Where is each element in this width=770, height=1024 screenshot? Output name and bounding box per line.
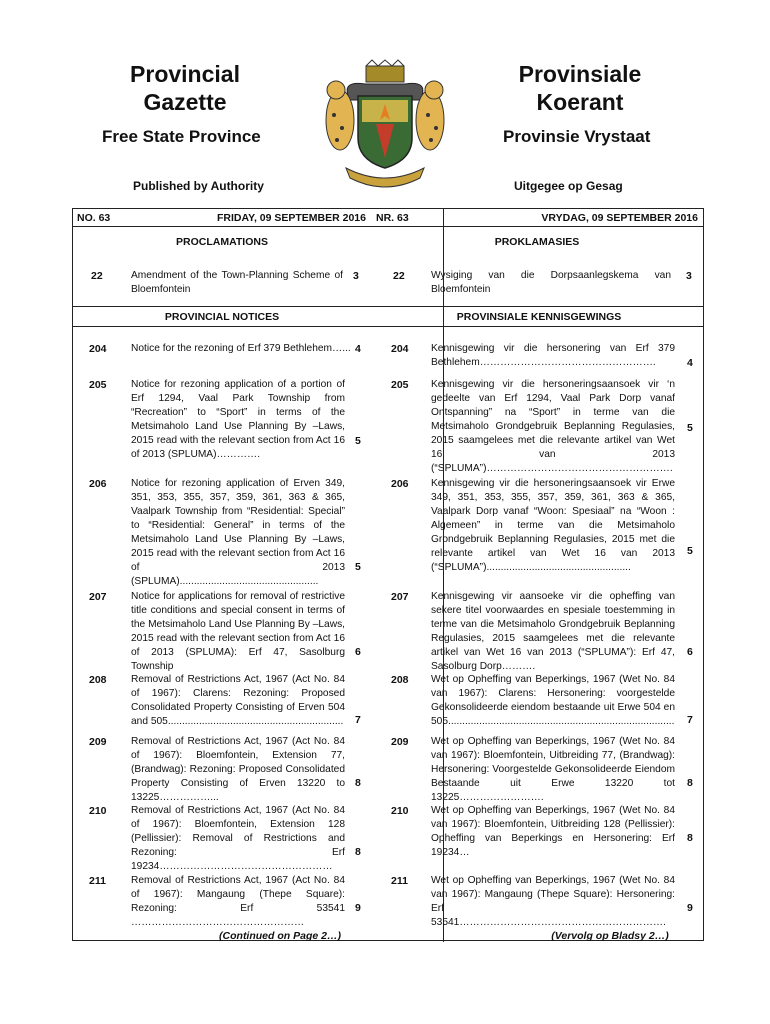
notice-205-text-af: Kennisgewing vir die hersoneringsaansoek vir ‘n gedeelte van Erf 1294, Vaal Park Dorp vanaf Ontspanning” na “Sport” in terme van die Metsimaholo Grondgebruik Beplanning Regulasies, 2015 saamgelees met die relevante artikel van Wet 16 van 2013 (“SPLUMA”)………………………………………………. (431, 379, 675, 474)
afrikaans-province: Provinsie Vrystaat (503, 127, 651, 146)
notice-207-page-en: 6 (355, 646, 361, 658)
english-title-line1: Provincial (130, 61, 240, 87)
notice-208-page-en: 7 (355, 714, 361, 726)
afrikaans-notices-heading: PROVINSIALE KENNISGEWINGS (456, 311, 622, 323)
notice-210-page-en: 8 (355, 846, 361, 858)
english-issue-number: NO. 63 (77, 212, 111, 224)
afrikaans-continued-note: (Vervolg op Bladsy 2…) (551, 930, 669, 942)
english-authority: Published by Authority (133, 179, 264, 193)
notice-205-page-af: 5 (687, 422, 693, 434)
notice-206-text-en: Notice for rezoning application of Erven 349, 351, 353, 355, 357, 359, 361, 363 & 365, Vaalpark Township from “Residential: Special” to “Residential: General” in terms of the Metsimaholo Land Use Planning By –Laws, 2015 read with the relevant section from Act 16 of 2013 (SPLUMA)................................................. (131, 478, 345, 587)
notice-204-number-en: 204 (89, 343, 107, 355)
notice-207-number-en: 207 (89, 591, 107, 603)
notice-207-page-af: 6 (687, 646, 693, 658)
notice-208-number-af: 208 (391, 674, 409, 686)
notice-209-number-en: 209 (89, 736, 107, 748)
afrikaans-issue-date: VRYDAG, 09 SEPTEMBER 2016 (541, 212, 698, 224)
notice-211-page-en: 9 (355, 902, 361, 914)
notice-204-text-en: Notice for the rezoning of Erf 379 Bethlehem…... (131, 343, 351, 354)
afrikaans-authority: Uitgegee op Gesag (514, 179, 623, 193)
section-divider-2 (73, 326, 703, 327)
notice-204-text-af: Kennisgewing vir die hersonering van Erf 379 Bethlehem……………………………………………. (431, 343, 675, 368)
english-title-line2: Gazette (143, 89, 227, 115)
english-proclamations-heading: PROCLAMATIONS (176, 236, 268, 248)
proclamation-title-en: Amendment of the Town-Planning Scheme of Bloemfontein (131, 270, 343, 295)
notice-209-text-af: Wet op Opheffing van Beperkings, 1967 (Wet No. 84 van 1967): Bloemfontein, Uitbreiding 77, (Brandwag): Hersonering: Voorgestelde Gekonsolideerde Eiendom Bestaande uit Erwe 13220 tot 13225……………………. (431, 736, 675, 803)
notice-208-text-en: Removal of Restrictions Act, 1967 (Act No. 84 of 1967): Clarens: Rezoning: Proposed Consolidated Property Consisting of Erven 504 and 505.............................................................. (131, 674, 345, 727)
notice-208-text-af: Wet op Opheffing van Beperkings, 1967 (Wet No. 84 van 1967): Clarens: Hersonering: voorgestelde Gekonsolideerde eiendom bestaande uit Erwe 504 en 505................................................................................ (431, 674, 675, 727)
notice-205-number-af: 205 (391, 379, 409, 391)
notice-210-text-af: Wet op Opheffing van Beperkings, 1967 (Wet No. 84 van 1967): Bloemfontein, Uitbreiding 128 (Pellissier): Opheffing van Beperkings en Hersonering: Erf 19234… (431, 805, 675, 858)
notice-204-page-en: 4 (355, 343, 361, 355)
notice-207-text-af: Kennisgewing vir aansoeke vir die opheffing van sekere titel voorwaardes en spesiale toestemming in terme van die Metsimaholo Grondgebruik Beplanning Regulasies, 2015 saamgelees met die relevante artikel van Wet 16 van 2013 (“SPLUMA”): Erf 47, Sasolburg Dorp………. (431, 591, 675, 672)
notice-206-page-en: 5 (355, 561, 361, 573)
notice-208-page-af: 7 (687, 714, 693, 726)
notice-207-text-en: Notice for applications for removal of restrictive title conditions and special consent in terms of the Metsimaholo Land Use Planning By –Laws, 2015 read with the relevant section from Act 16 of 2013 (SPLUMA): Erf 47, Sasolburg Township (131, 591, 345, 672)
afrikaans-title (490, 60, 670, 116)
notice-205-page-en: 5 (355, 435, 361, 447)
notice-211-page-af: 9 (687, 902, 693, 914)
afrikaans-proclamations-heading: PROKLAMASIES (494, 236, 580, 248)
afrikaans-issue-number: NR. 63 (376, 212, 409, 224)
section-divider (73, 306, 703, 307)
english-province: Free State Province (102, 127, 261, 146)
english-issue-date: FRIDAY, 09 SEPTEMBER 2016 (216, 212, 366, 224)
proclamation-page-en: 3 (353, 270, 359, 282)
notice-211-number-en: 211 (89, 875, 106, 887)
afrikaans-title-line1: Provinsiale (518, 61, 642, 87)
notice-204-page-af: 4 (687, 357, 693, 369)
english-continued-note: (Continued on Page 2…) (219, 930, 341, 942)
notice-208-number-en: 208 (89, 674, 107, 686)
notice-205-text-en: Notice for rezoning application of a portion of Erf 1294, Vaal Park Township from “Recreation” to “Sport” in terms of the Metsimaholo Land Use Planning By –Laws, 2015 read with the relevant section from Act 16 of 2013 (SPLUMA)…………. (131, 379, 345, 460)
header-divider (73, 226, 703, 227)
coat-of-arms-emblem (310, 60, 460, 192)
notice-206-text-af: Kennisgewing vir die hersoneringsaansoek vir Erwe 349, 351, 353, 355, 357, 359, 361, 363 & 365, Vaalpark Dorp vanaf “Woon: Spesiaal” na “Woon : Algemeen” in terme van die Metsimaholo Grondgebruik Beplanning Regulasies, 2015 met die relevante artikel van Wet 16 van 2013 (“SPLUMA”)................................................... (431, 478, 675, 573)
notice-207-number-af: 207 (391, 591, 409, 603)
notice-209-number-af: 209 (391, 736, 409, 748)
notice-210-page-af: 8 (687, 832, 693, 844)
notice-210-number-af: 210 (391, 805, 409, 817)
proclamation-number-af: 22 (393, 270, 405, 282)
notice-211-text-en: Removal of Restrictions Act, 1967 (Act No. 84 of 1967): Mangaung (Thepe Square): Rezoning: Erf 53541 …………………………………………… (131, 875, 345, 928)
proclamation-title-af: Wysiging van die Dorpsaanlegskema van Bloemfontein (431, 270, 671, 295)
notice-211-text-af: Wet op Opheffing van Beperkings, 1967 (Wet No. 84 van 1967): Mangaung (Thepe Square): Hersonering: Erf 53541……………………………………………………. (431, 875, 675, 928)
proclamation-number-en: 22 (91, 270, 103, 282)
notice-209-text-en: Removal of Restrictions Act, 1967 (Act No. 84 of 1967): Bloemfontein, Extension 77, (Brandwag): Rezoning: Proposed Consolidated Property Consisting of Erven 13220 to 13225……………... (131, 736, 345, 803)
afrikaans-title-line2: Koerant (536, 89, 624, 115)
notice-206-page-af: 5 (687, 545, 693, 557)
notice-205-number-en: 205 (89, 379, 107, 391)
english-notices-heading: PROVINCIAL NOTICES (164, 311, 280, 323)
notice-210-number-en: 210 (89, 805, 107, 817)
notice-209-page-en: 8 (355, 777, 361, 789)
notice-204-number-af: 204 (391, 343, 409, 355)
english-title (100, 60, 270, 116)
notice-211-number-af: 211 (391, 875, 408, 887)
notice-210-text-en: Removal of Restrictions Act, 1967 (Act No. 84 of 1967): Bloemfontein, Extension 128 (Pellissier): Removal of Restrictions and Rezoning: Erf 19234…………………………………………… (131, 805, 345, 872)
notice-209-page-af: 8 (687, 777, 693, 789)
notice-206-number-af: 206 (391, 478, 409, 490)
proclamation-page-af: 3 (686, 270, 692, 282)
notice-206-number-en: 206 (89, 478, 107, 490)
